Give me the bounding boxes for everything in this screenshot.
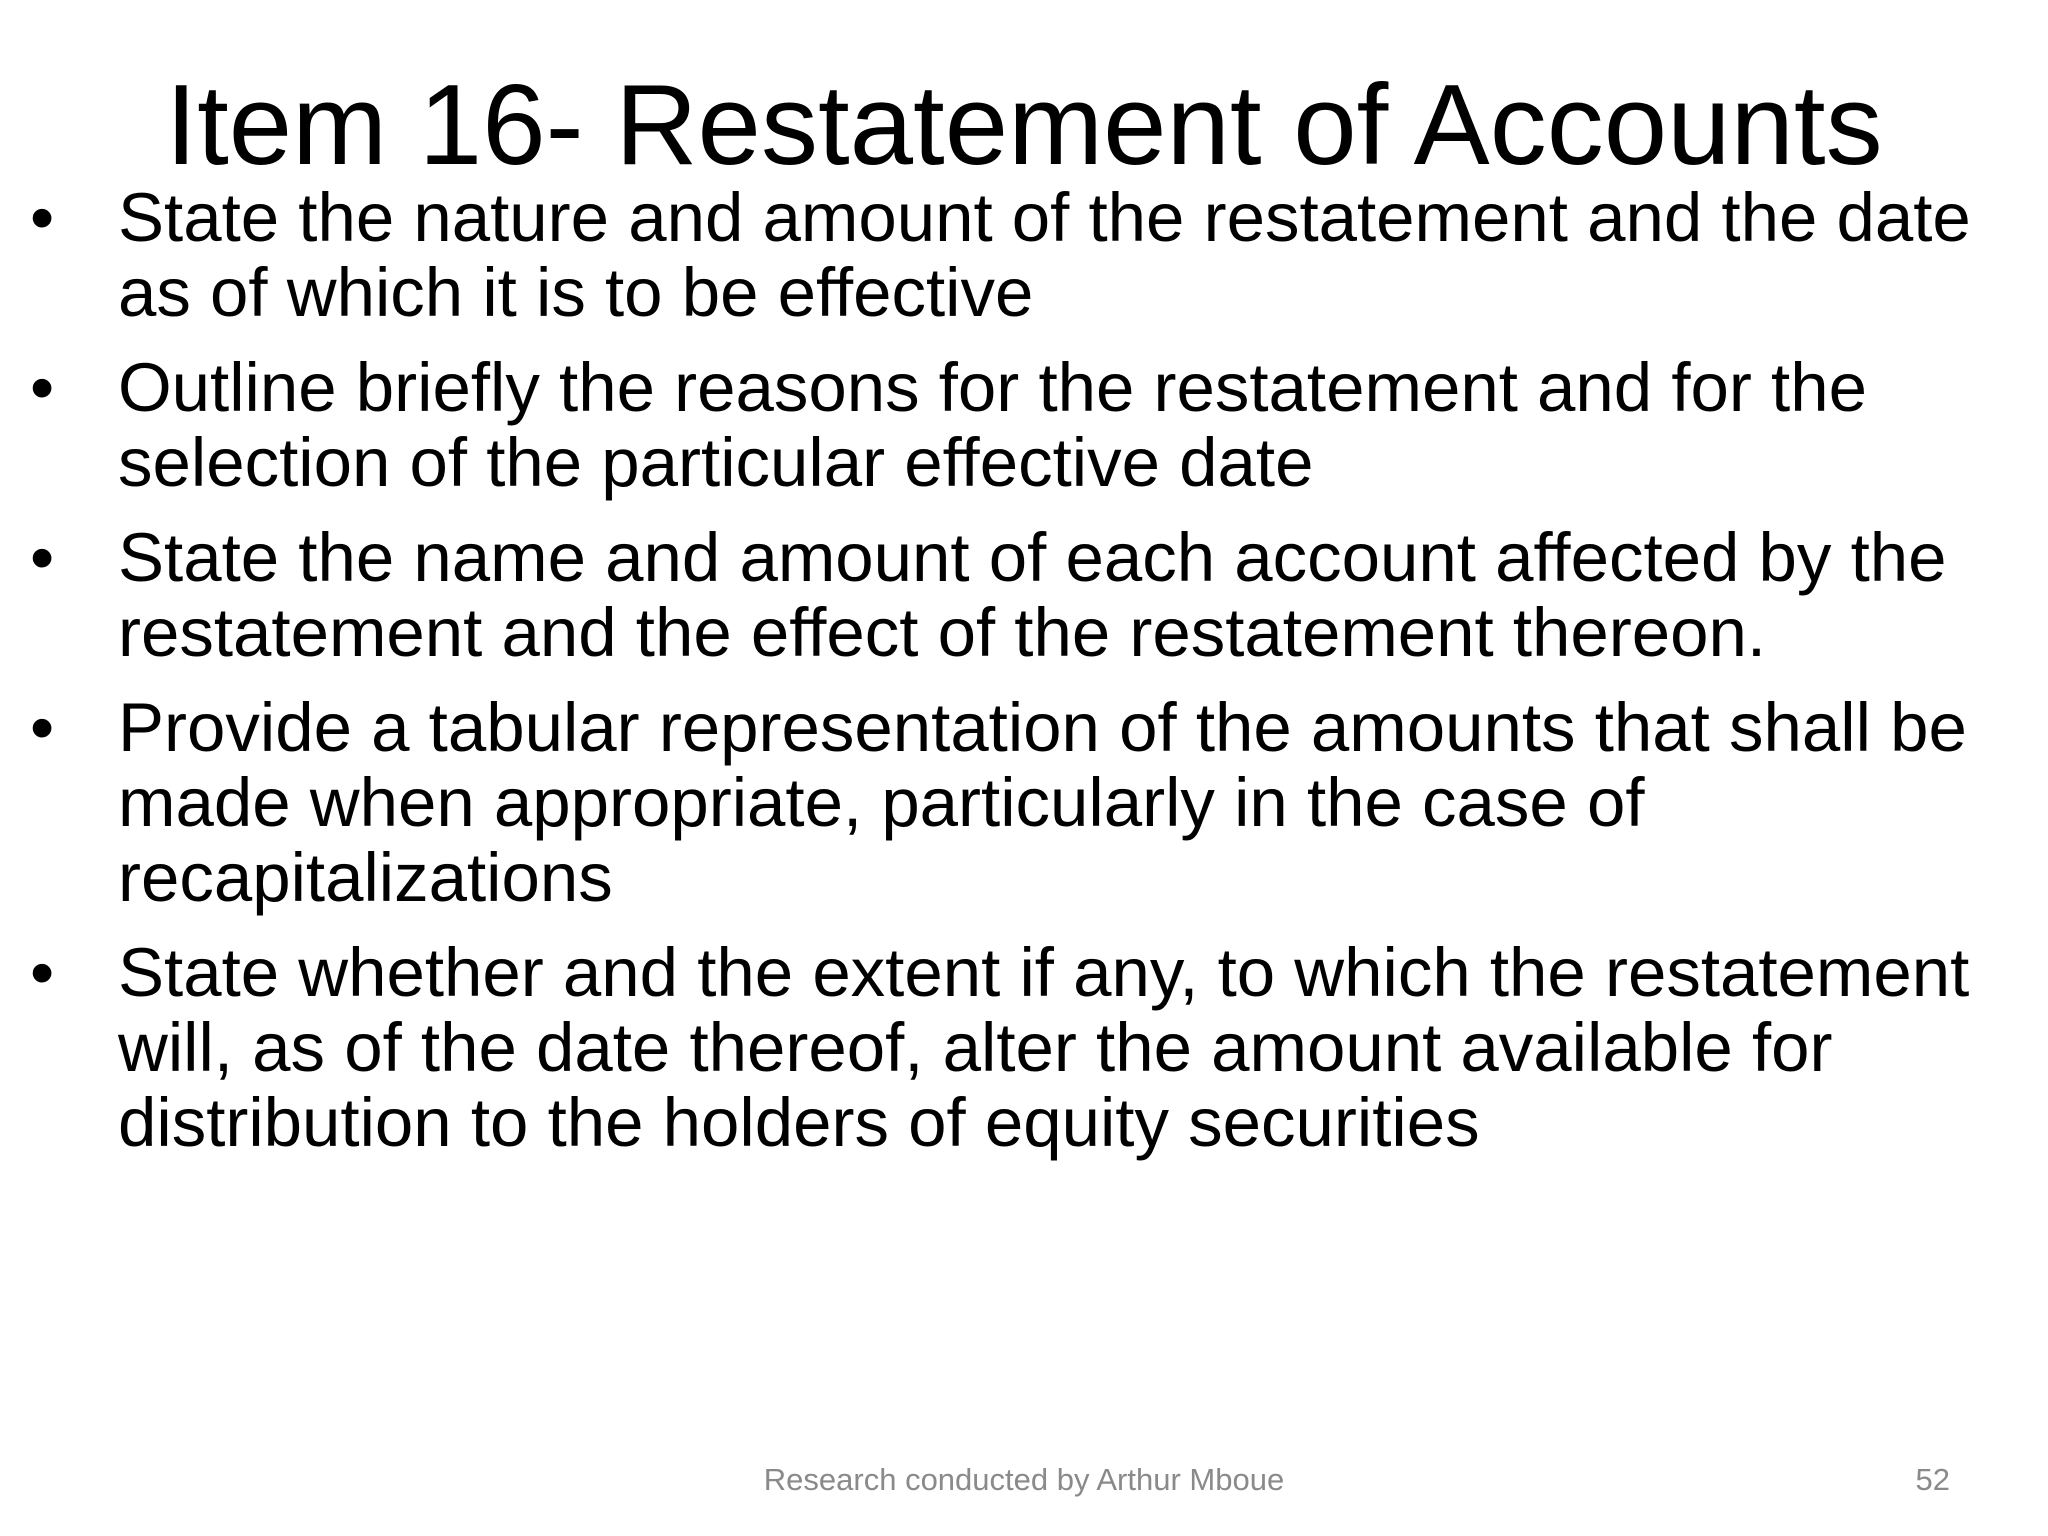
bullet-text: Provide a tabular representation of the amounts that shall be made when appropriate, particularly in the case of recapitalizations <box>118 689 1967 916</box>
bullet-dot-icon: • <box>30 349 55 426</box>
bullet-dot-icon: • <box>30 179 55 256</box>
bullet-dot-icon: • <box>30 689 55 766</box>
bullet-item <box>30 180 1980 330</box>
bullet-item <box>30 690 1980 915</box>
bullet-text: State the name and amount of each account affected by the restatement and the effect of the restatement thereon. <box>118 519 1947 671</box>
bullet-item <box>30 350 1980 500</box>
bullet-item <box>30 935 1980 1160</box>
page-number: 52 <box>1915 1462 1950 1497</box>
bullet-item <box>30 520 1980 670</box>
bullet-text: Outline briefly the reasons for the restatement and for the selection of the particular effective date <box>118 349 1867 501</box>
bullet-text: State the nature and amount of the restatement and the date as of which it is to be effective <box>118 179 1971 331</box>
bullet-dot-icon: • <box>30 934 55 1011</box>
bullet-list <box>30 180 1980 1180</box>
slide-title: Item 16- Restatement of Accounts <box>165 62 1883 189</box>
bullet-text: State whether and the extent if any, to which the restatement will, as of the date thereof, alter the amount available for distribution to the holders of equity securities <box>118 934 1970 1161</box>
slide-footer: Research conducted by Arthur Mboue <box>763 1462 1285 1497</box>
bullet-dot-icon: • <box>30 519 55 596</box>
